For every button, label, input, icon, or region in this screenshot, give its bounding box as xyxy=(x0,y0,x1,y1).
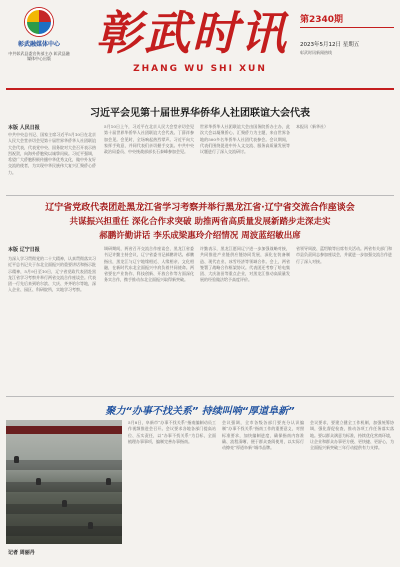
lead-column-2: 5月10日上午，习近平在北京人民大会堂亲切会见第十届世界华侨华人社团联谊大会代表。丁薛祥参加会见。会见时，全场响起热烈掌声。习近平向大家挥手致意，并同代表们亲切握手交流。中共中央政治局委员、中央统战部部长石泰峰参加会见。 xyxy=(104,124,194,155)
photo-row xyxy=(6,526,122,536)
feature-column-1: 为深入学习贯彻党的二十大精神，认真贯彻落实习近平总书记关于东北全面振兴的重要讲话和指示批示精神，5月9日至10日，辽宁省党政代表团赴黑龙江省学习考察并举行两省交流合作座谈会。代表团一行先后来到哈尔滨、大庆、齐齐哈尔等地，深入企业、园区、科研院所，实地学习考察。 xyxy=(8,256,96,293)
issue-number: 第2340期 xyxy=(300,15,344,25)
photo-figure xyxy=(62,500,67,507)
photo-row xyxy=(6,460,122,470)
third-column-3: 会议要求，要建立健全工作机制，加强统筹协调，强化督促检查，推动各项工作任务落实落地。要以群众满意为标准，持续优化营商环境，让企业和群众办事更方便、更快捷、更舒心，为全面振兴新突破三年行动提供有力支撑。 xyxy=(310,420,394,451)
photo-banner xyxy=(6,426,122,434)
logo-emblem-icon xyxy=(25,8,53,36)
feature-subheadline-1: 共谋振兴担重任 深化合作求突破 助推两省高质量发展新踏步走深走实 xyxy=(69,217,331,227)
logo-name: 彰武融媒体中心 xyxy=(17,41,60,48)
photo-row xyxy=(6,482,122,492)
logo xyxy=(8,8,70,78)
newspaper-pinyin: ZHANG WU SHI XUN xyxy=(133,64,267,74)
photo-figure xyxy=(36,478,41,485)
lead-column-1: 中共中央总书记、国家主席习近平5月10日在北京人民大会堂亲切会见第十届世界华侨华人社团联谊大会代表，代表党中央、国务院对大会召开表示热烈祝贺，向海外侨胞致以诚挚问候。习近平强调，希望广大侨胞积极传播中华优秀文化，做中外友好交流的使者，为实现中华民族伟大复兴汇聚侨心侨力。 xyxy=(8,132,96,175)
feature-subheadline-2: 郝鹏许勤讲话 李乐成梁惠玲介绍情况 周波蓝绍敏出席 xyxy=(99,231,301,241)
divider xyxy=(6,195,394,196)
photo-figure xyxy=(106,478,111,485)
divider xyxy=(300,27,394,28)
lead-column-3: 世界华侨华人社团联谊大会由国务院侨办主办，此次大会以凝聚侨心、汇聚侨力为主题，来自世界各地的500多名华侨华人社团代表参会。会议期间，代表们围绕促进中外人文交流、服务高质量发展等议题进行了深入交流研讨。 xyxy=(200,124,290,155)
feature-headline: 辽宁省党政代表团赴黑龙江省学习考察并举行黑龙江省·辽宁省交流合作座谈会 xyxy=(45,203,355,213)
third-headline: 聚力“办事不找关系” 持续叫响“厚道阜新” xyxy=(105,406,295,417)
third-column-2: 会议强调，全市各级各部门要充分认识编制“办事不找关系”指南工作的重要意义，对照标准要求，加快编制进度，确保指南内容准确、流程清晰、便于群众查阅使用，以实际行动擦亮“厚道阜新”城市品牌。 xyxy=(222,420,304,451)
photo-figure xyxy=(88,522,93,529)
masthead xyxy=(0,0,400,86)
logo-subtitle: 中共彰武县委宣传部主办 彰武县融媒体中心出版 xyxy=(8,51,70,61)
divider xyxy=(6,88,394,90)
lead-section-tag: 本版 人民日报 xyxy=(8,125,40,131)
feature-column-4: 省领导周波、蓝绍敏等出席有关活动。两省有关部门和市县负责同志参加座谈会，并就进一步加强交流合作进行了深入对接。 xyxy=(296,246,392,264)
issue-meta: 彰武时讯新闻热线 xyxy=(300,50,332,55)
feature-column-2: 调研期间，两省召开交流合作座谈会，黑龙江省委书记许勤主持会议，辽宁省委书记郝鹏讲话。郝鹏指出，黑龙江与辽宁地缘相近、人缘相亲、文化相融，在新时代东北全面振兴中肩负着共同使命。两省要在产业协作、科技创新、开放合作等方面深化务实合作，携手推动东北全面振兴取得新突破。 xyxy=(104,246,194,283)
lead-headline: 习近平会见第十届世界华侨华人社团联谊大会代表 xyxy=(90,108,310,119)
lead-column-4: 本报讯（新华社） xyxy=(296,124,328,129)
feature-section-tag: 本版 辽宁日报 xyxy=(8,247,40,253)
feature-column-3: 许勤表示，黑龙江愿同辽宁进一步加强战略对接，共同推进产业链供应链协同发展，深化在装备制造、现代农业、冰雪经济等领域合作。会上，两省签署了战略合作框架协议。代表团还考察了哈电集团、大庆油田等重点企业，对黑龙江推动高质量发展的经验做法给予高度评价。 xyxy=(200,246,290,283)
issue-info xyxy=(300,12,394,56)
third-section-tag: 记者 周丽丹 xyxy=(8,550,35,556)
divider xyxy=(6,396,394,397)
photo-figure xyxy=(14,456,19,463)
newspaper-title: 彰武时讯 xyxy=(96,6,288,60)
issue-date: 2023年5月12日 星期五 xyxy=(300,42,360,48)
meeting-photo xyxy=(6,420,122,544)
third-column-1: 5月8日，阜新市“办事不找关系”指南编制动员工作视频推进会召开。会议要求各地各部门提高站位、压实责任，以“办事不找关系”为目标，全面梳理办事事项，编制完善办事指南。 xyxy=(128,420,216,444)
